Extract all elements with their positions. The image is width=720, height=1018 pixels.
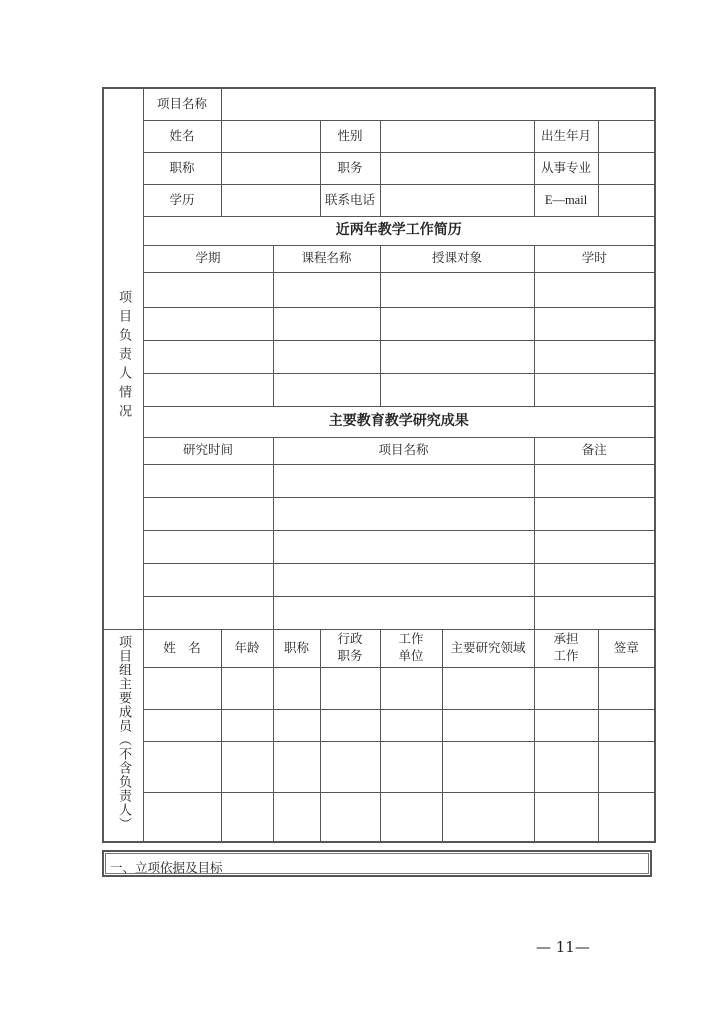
table-cell[interactable] bbox=[534, 340, 655, 373]
table-cell[interactable] bbox=[221, 792, 273, 842]
table-cell[interactable] bbox=[143, 272, 273, 307]
table-cell[interactable] bbox=[143, 530, 273, 563]
table-row bbox=[103, 464, 655, 497]
table-cell[interactable] bbox=[534, 464, 655, 497]
members-col-name: 姓 名 bbox=[143, 629, 221, 667]
table-cell[interactable] bbox=[598, 792, 655, 842]
page-number: — 11— bbox=[536, 938, 590, 956]
table-cell[interactable] bbox=[221, 709, 273, 741]
table-cell[interactable] bbox=[442, 741, 534, 792]
table-cell[interactable] bbox=[273, 563, 534, 596]
education-label: 学历 bbox=[143, 184, 221, 216]
leader-section-label: 项目负责人情况 bbox=[103, 88, 143, 629]
table-row bbox=[103, 792, 655, 842]
table-cell[interactable] bbox=[273, 709, 320, 741]
table-cell[interactable] bbox=[442, 667, 534, 709]
table-cell[interactable] bbox=[320, 709, 380, 741]
project-name-field[interactable] bbox=[221, 88, 655, 120]
table-row bbox=[103, 307, 655, 340]
major-label: 从事专业 bbox=[534, 152, 598, 184]
research-col-time: 研究时间 bbox=[143, 437, 273, 464]
table-cell[interactable] bbox=[143, 340, 273, 373]
table-cell[interactable] bbox=[380, 709, 442, 741]
birth-label: 出生年月 bbox=[534, 120, 598, 152]
major-field[interactable] bbox=[598, 152, 655, 184]
table-row bbox=[103, 741, 655, 792]
table-cell[interactable] bbox=[143, 667, 221, 709]
table-cell[interactable] bbox=[273, 530, 534, 563]
members-col-title: 职称 bbox=[273, 629, 320, 667]
table-cell[interactable] bbox=[143, 741, 221, 792]
table-cell[interactable] bbox=[598, 741, 655, 792]
table-cell[interactable] bbox=[320, 667, 380, 709]
table-cell[interactable] bbox=[380, 741, 442, 792]
table-cell[interactable] bbox=[273, 307, 380, 340]
members-col-admin-position: 行政 职务 bbox=[320, 629, 380, 667]
table-cell[interactable] bbox=[534, 741, 598, 792]
application-form-table bbox=[102, 87, 656, 843]
table-cell[interactable] bbox=[143, 792, 221, 842]
email-label: E—mail bbox=[534, 184, 598, 216]
research-heading: 主要教育教学研究成果 bbox=[143, 406, 655, 437]
table-row bbox=[103, 340, 655, 373]
table-cell[interactable] bbox=[534, 563, 655, 596]
table-cell[interactable] bbox=[273, 340, 380, 373]
birth-field[interactable] bbox=[598, 120, 655, 152]
table-cell[interactable] bbox=[273, 272, 380, 307]
table-row bbox=[103, 497, 655, 530]
basis-section-label: 一、立项依据及目标 bbox=[110, 860, 223, 875]
table-cell[interactable] bbox=[598, 709, 655, 741]
teaching-col-course: 课程名称 bbox=[273, 245, 380, 272]
gender-field[interactable] bbox=[380, 120, 534, 152]
table-cell[interactable] bbox=[320, 741, 380, 792]
position-field[interactable] bbox=[380, 152, 534, 184]
table-cell[interactable] bbox=[273, 667, 320, 709]
table-row bbox=[103, 563, 655, 596]
table-cell[interactable] bbox=[534, 373, 655, 406]
table-cell[interactable] bbox=[442, 709, 534, 741]
table-cell[interactable] bbox=[534, 596, 655, 629]
members-section-label: 项目组主要成员（不含负责人） bbox=[103, 629, 143, 842]
table-row bbox=[103, 373, 655, 406]
members-col-research-field: 主要研究领域 bbox=[442, 629, 534, 667]
table-cell[interactable] bbox=[380, 373, 534, 406]
table-cell[interactable] bbox=[143, 497, 273, 530]
project-name-label: 项目名称 bbox=[143, 88, 221, 120]
table-cell[interactable] bbox=[380, 272, 534, 307]
table-cell[interactable] bbox=[273, 497, 534, 530]
basis-section-box[interactable] bbox=[102, 850, 652, 877]
title-field[interactable] bbox=[221, 152, 320, 184]
table-cell[interactable] bbox=[143, 709, 221, 741]
name-field[interactable] bbox=[221, 120, 320, 152]
table-cell[interactable] bbox=[534, 272, 655, 307]
table-cell[interactable] bbox=[273, 464, 534, 497]
email-field[interactable] bbox=[598, 184, 655, 216]
teaching-col-audience: 授课对象 bbox=[380, 245, 534, 272]
members-col-signature: 签章 bbox=[598, 629, 655, 667]
table-row bbox=[103, 667, 655, 709]
table-cell[interactable] bbox=[380, 792, 442, 842]
table-cell[interactable] bbox=[598, 667, 655, 709]
table-cell[interactable] bbox=[273, 596, 534, 629]
table-cell[interactable] bbox=[143, 563, 273, 596]
members-col-work-unit: 工作 单位 bbox=[380, 629, 442, 667]
table-row bbox=[103, 530, 655, 563]
table-cell[interactable] bbox=[534, 792, 598, 842]
table-cell[interactable] bbox=[221, 667, 273, 709]
table-cell[interactable] bbox=[534, 530, 655, 563]
table-cell[interactable] bbox=[534, 709, 598, 741]
table-cell[interactable] bbox=[534, 307, 655, 340]
table-cell[interactable] bbox=[534, 667, 598, 709]
gender-label: 性别 bbox=[320, 120, 380, 152]
teaching-heading: 近两年教学工作简历 bbox=[143, 216, 655, 245]
education-field[interactable] bbox=[221, 184, 320, 216]
research-col-project: 项目名称 bbox=[273, 437, 534, 464]
position-label: 职务 bbox=[320, 152, 380, 184]
table-cell[interactable] bbox=[143, 464, 273, 497]
members-col-responsibility: 承担 工作 bbox=[534, 629, 598, 667]
table-row bbox=[103, 596, 655, 629]
table-cell[interactable] bbox=[143, 596, 273, 629]
title-label: 职称 bbox=[143, 152, 221, 184]
phone-field[interactable] bbox=[380, 184, 534, 216]
table-cell[interactable] bbox=[143, 307, 273, 340]
table-cell[interactable] bbox=[320, 792, 380, 842]
table-cell[interactable] bbox=[380, 667, 442, 709]
table-cell[interactable] bbox=[273, 373, 380, 406]
table-cell[interactable] bbox=[380, 307, 534, 340]
table-cell[interactable] bbox=[221, 741, 273, 792]
members-col-age: 年龄 bbox=[221, 629, 273, 667]
table-cell[interactable] bbox=[442, 792, 534, 842]
table-cell[interactable] bbox=[380, 340, 534, 373]
phone-label: 联系电话 bbox=[320, 184, 380, 216]
table-cell[interactable] bbox=[534, 497, 655, 530]
teaching-col-term: 学期 bbox=[143, 245, 273, 272]
table-row bbox=[103, 272, 655, 307]
research-col-notes: 备注 bbox=[534, 437, 655, 464]
table-cell[interactable] bbox=[273, 792, 320, 842]
teaching-col-hours: 学时 bbox=[534, 245, 655, 272]
table-cell[interactable] bbox=[143, 373, 273, 406]
name-label: 姓名 bbox=[143, 120, 221, 152]
table-cell[interactable] bbox=[273, 741, 320, 792]
table-row bbox=[103, 709, 655, 741]
